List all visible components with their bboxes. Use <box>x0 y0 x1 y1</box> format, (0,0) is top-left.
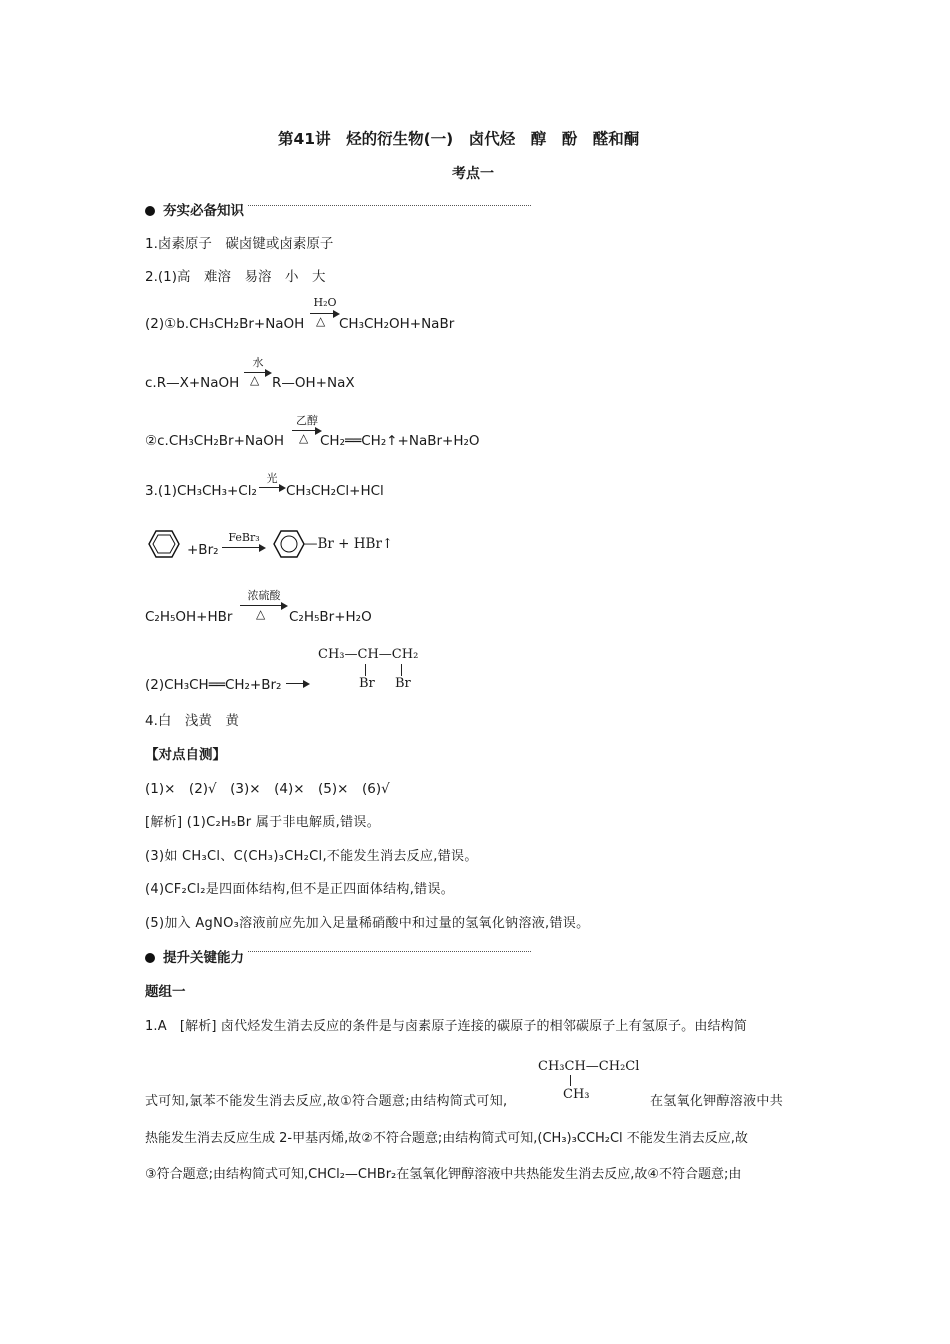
reaction-2-left: c.R—X+NaOH <box>145 375 240 391</box>
reaction-3-right: CH₂══CH₂↑+NaBr+H₂O <box>320 433 480 449</box>
q1-line-3: 热能发生消去反应生成 2-甲基丙烯,故②不符合题意;由结构简式可知,(CH₃)₃CCH₂Cl 不能发生消去反应,故 <box>145 1131 748 1146</box>
reaction-7-left: (2)CH₃CH══CH₂+Br₂ <box>145 677 282 693</box>
q1-line-4: ③符合题意;由结构简式可知,CHCl₂—CHBr₂在氢氧化钾醇溶液中共热能发生消去反应,故④不符合题意;由 <box>145 1167 742 1182</box>
reaction-4-left: 3.(1)CH₃CH₃+Cl₂ <box>145 483 257 499</box>
reaction-3-left: ②c.CH₃CH₂Br+NaOH <box>145 433 285 449</box>
reaction-7-product-br2: Br <box>395 676 411 691</box>
section-heading-2 <box>145 946 244 966</box>
analysis-line-1: [解析] (1)C₂H₅Br 属于非电解质,错误。 <box>145 815 380 830</box>
reaction-7-product-br1: Br <box>359 676 375 691</box>
reaction-5-arrow <box>222 547 264 548</box>
analysis-line-2: (3)如 CH₃Cl、C(CH₃)₃CH₂Cl,不能发生消去反应,错误。 <box>145 849 478 864</box>
page-title: 第41讲 烃的衍生物(一) 卤代烃 醇 酚 醛和酮 <box>278 130 640 148</box>
reaction-7-arrow <box>286 683 308 684</box>
reaction-1-condition-top: H₂O <box>313 296 337 309</box>
answer-line-2: 2.(1)高 难溶 易溶 小 大 <box>145 269 326 285</box>
reaction-6-condition-top: 浓硫酸 <box>247 589 281 602</box>
bond-line <box>365 664 366 676</box>
answer-line-4: 4.白 浅黄 黄 <box>145 713 239 729</box>
section-heading-1 <box>145 199 244 219</box>
answer-line-1: 1.卤素原子 碳卤键或卤素原子 <box>145 236 334 252</box>
analysis-line-4: (5)加入 AgNO₃溶液前应先加入足量稀硝酸中和过量的氢氧化钠溶液,错误。 <box>145 916 590 931</box>
reaction-5-condition-top: FeBr₃ <box>228 531 260 544</box>
q1-line-1: 1.A [解析] 卤代烃发生消去反应的条件是与卤素原子连接的碳原子的相邻碳原子上有氢原子。由结构简 <box>145 1019 747 1034</box>
bond-line <box>570 1075 571 1086</box>
group-heading: 题组一 <box>145 984 186 1000</box>
reaction-6-left: C₂H₅OH+HBr <box>145 609 233 625</box>
bullet-icon <box>145 953 155 963</box>
section-heading-2-text: 提升关键能力 <box>163 950 244 966</box>
reaction-2-condition-top: 水 <box>252 356 264 369</box>
q1-line-2a: 式可知,氯苯不能发生消去反应,故①符合题意;由结构简式可知, <box>145 1094 508 1109</box>
q1-structure-top: CH₃CH—CH₂Cl <box>538 1059 640 1074</box>
reaction-3-condition-top: 乙醇 <box>296 414 318 427</box>
reaction-5-right: —Br + HBr↑ <box>304 536 394 552</box>
dotted-divider <box>248 951 531 952</box>
reaction-1-left: (2)①b.CH₃CH₂Br+NaOH <box>145 316 305 332</box>
analysis-line-3: (4)CF₂Cl₂是四面体结构,但不是正四面体结构,错误。 <box>145 882 455 897</box>
bullet-icon <box>145 206 155 216</box>
heat-icon: △ <box>316 314 326 328</box>
heat-icon: △ <box>250 373 260 387</box>
dotted-divider <box>248 205 531 206</box>
reaction-4-right: CH₃CH₂Cl+HCl <box>286 483 384 499</box>
section-heading-1-text: 夯实必备知识 <box>163 203 244 219</box>
heat-icon: △ <box>256 607 266 621</box>
q1-line-2b: 在氢氧化钾醇溶液中共 <box>650 1094 784 1109</box>
self-test-answers: (1)× (2)√ (3)× (4)× (5)× (6)√ <box>145 781 390 797</box>
heat-icon: △ <box>299 431 309 445</box>
reaction-4-arrow <box>259 487 284 488</box>
q1-structure-bottom: CH₃ <box>563 1087 590 1102</box>
reaction-7-product-top: CH₃—CH—CH₂ <box>318 647 419 662</box>
self-test-heading: 【对点自测】 <box>145 747 226 763</box>
reaction-1-right: CH₃CH₂OH+NaBr <box>339 316 455 332</box>
reaction-2-right: R—OH+NaX <box>272 375 355 391</box>
reaction-6-arrow <box>240 605 286 606</box>
benzene-ring-icon <box>148 529 180 559</box>
bond-line <box>401 664 402 676</box>
reaction-5-left: +Br₂ <box>187 542 219 558</box>
reaction-4-condition-top: 光 <box>266 472 278 485</box>
benzene-ring-icon <box>273 529 305 559</box>
reaction-6-right: C₂H₅Br+H₂O <box>289 609 372 625</box>
section-subtitle: 考点一 <box>452 166 494 182</box>
